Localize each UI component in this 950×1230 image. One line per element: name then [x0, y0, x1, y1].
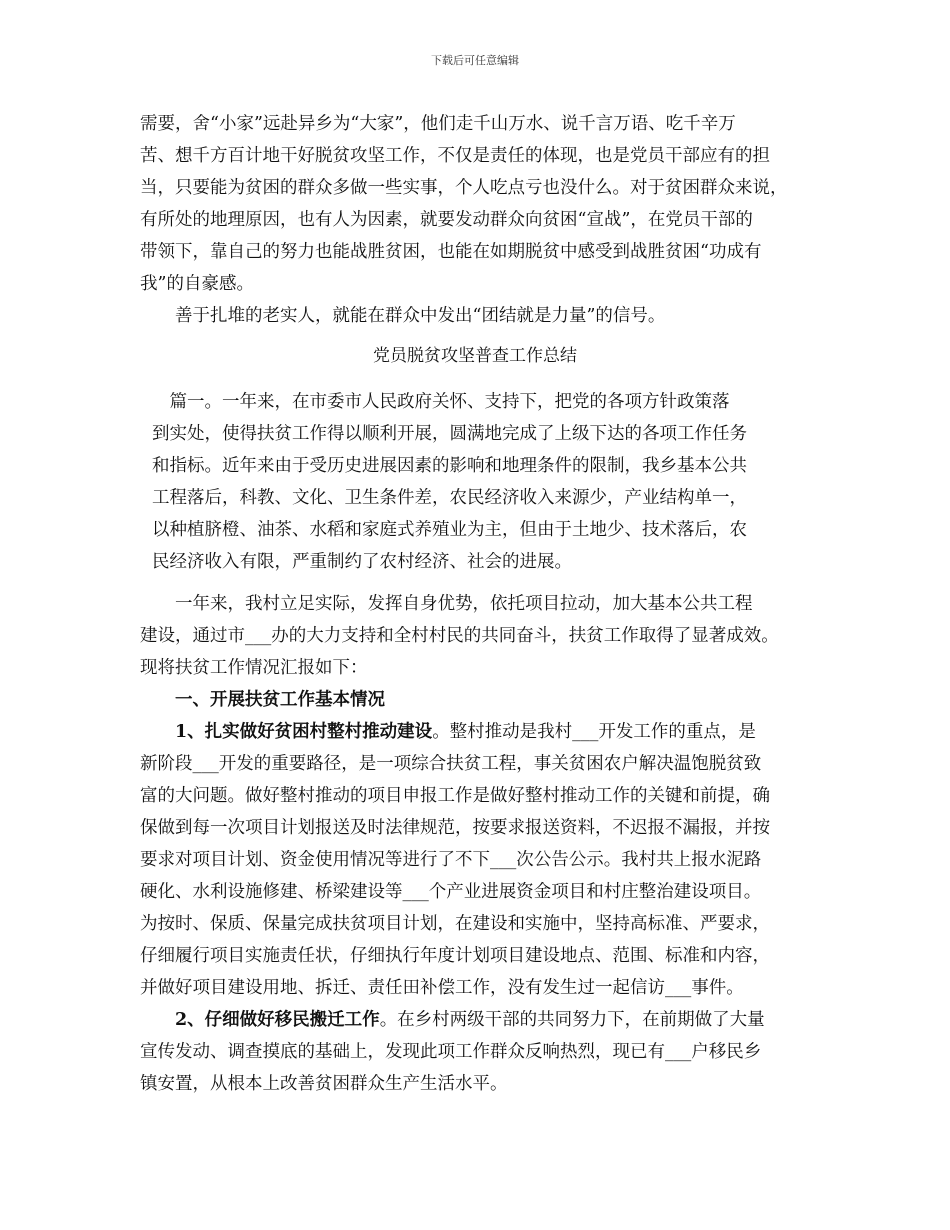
text-line: 并做好项目建设用地、拆迁、责任田补偿工作，没有发生过一起信访___事件。: [140, 978, 744, 998]
text-line: 镇安置，从根本上改善贫困群众生产生活水平。: [140, 1074, 508, 1094]
text-line: 为按时、保质、保量完成扶贫项目计划，在建设和实施中，坚持高标准、严要求，: [140, 914, 770, 934]
text-line: 善于扎堆的老实人，就能在群众中发出“团结就是力量”的信号。: [140, 306, 666, 326]
text-line: 宣传发动、调查摸底的基础上，发现此项工作群众反响热烈，现已有___户移民乡: [140, 1042, 762, 1062]
item-two-rest: 。在乡村两级干部的共同努力下，在前期做了大量: [379, 1010, 765, 1030]
part-one-paragraph: [152, 386, 747, 578]
item-one-rest: 。整村推动是我村___开发工作的重点，是: [432, 722, 756, 742]
text-line: 以种植脐橙、油茶、水稻和家庭式养殖业为主，但由于土地少、技术落后，农: [152, 520, 747, 540]
text-line: 保做到每一次项目计划报送及时法律规范，按要求报送资料，不迟报不漏报，并按: [140, 818, 770, 838]
text-line: 到实处，使得扶贫工作得以顺利开展，圆满地完成了上级下达的各项工作任务: [152, 424, 747, 444]
section-heading: 一、开展扶贫工作基本情况: [140, 690, 385, 710]
part-two-paragraph: [140, 588, 779, 1100]
text-line: 带领下，靠自己的努力也能战胜贫困，也能在如期脱贫中感受到战胜贫困“功成有: [140, 242, 762, 262]
text-line: 一年来，我村立足实际，发挥自身优势，依托项目拉动，加大基本公共工程: [140, 594, 753, 614]
text-line: 民经济收入有限，严重制约了农村经济、社会的进展。: [152, 552, 572, 572]
text-line: 仔细履行项目实施责任状，仔细执行年度计划项目建设地点、范围、标准和内容，: [140, 946, 770, 966]
text-line: 篇一。一年来，在市委市人民政府关怀、支持下，把党的各项方针政策落: [152, 392, 730, 412]
page-header: 下载后可任意编辑: [431, 54, 519, 67]
text-line: 我”的自豪感。: [140, 274, 254, 294]
text-line: 硬化、水利设施修建、桥梁建设等___个产业进展资金项目和村庄整治建设项目。: [140, 882, 762, 902]
text-line: 建设，通过市___办的大力支持和全村村民的共同奋斗，扶贫工作取得了显著成效。: [140, 626, 779, 646]
text-line: 有所处的地理原因，也有人为因素，就要发动群众向贫困“宣战”，在党员干部的: [140, 210, 753, 230]
text-line: 现将扶贫工作情况汇报如下：: [140, 658, 368, 678]
item-one-first-line: [140, 716, 779, 748]
item-two-first-line: [140, 1004, 779, 1036]
item-one-lead: 1、扎实做好贫困村整村推动建设: [140, 722, 433, 742]
text-line: 苦、想千方百计地干好脱贫攻坚工作，不仅是责任的体现，也是党员干部应有的担: [140, 146, 770, 166]
text-line: 工程落后，科教、文化、卫生条件差，农民经济收入来源少，产业结构单一，: [152, 488, 747, 508]
text-line: 需要，舍“小家”远赴异乡为“大家”，他们走千山万水、说千言万语、吃千辛万: [140, 114, 736, 134]
item-two-lead: 2、仔细做好移民搬迁工作: [140, 1010, 380, 1030]
text-line: 和指标。近年来由于受历史进展因素的影响和地理条件的限制，我乡基本公共: [152, 456, 747, 476]
top-paragraphs: [140, 108, 788, 332]
text-line: 当，只要能为贫困的群众多做一些实事，个人吃点亏也没什么。对于贫困群众来说，: [140, 178, 788, 198]
text-line: 要求对项目计划、资金使用情况等进行了不下___次公告公示。我村共上报水泥路: [140, 850, 762, 870]
text-line: 新阶段___开发的重要路径，是一项综合扶贫工程，事关贫困农户解决温饱脱贫致: [140, 754, 762, 774]
text-line: 富的大问题。做好整村推动的项目申报工作是做好整村推动工作的关键和前提，确: [140, 786, 770, 806]
document-title: 党员脱贫攻坚普查工作总结: [373, 346, 577, 366]
